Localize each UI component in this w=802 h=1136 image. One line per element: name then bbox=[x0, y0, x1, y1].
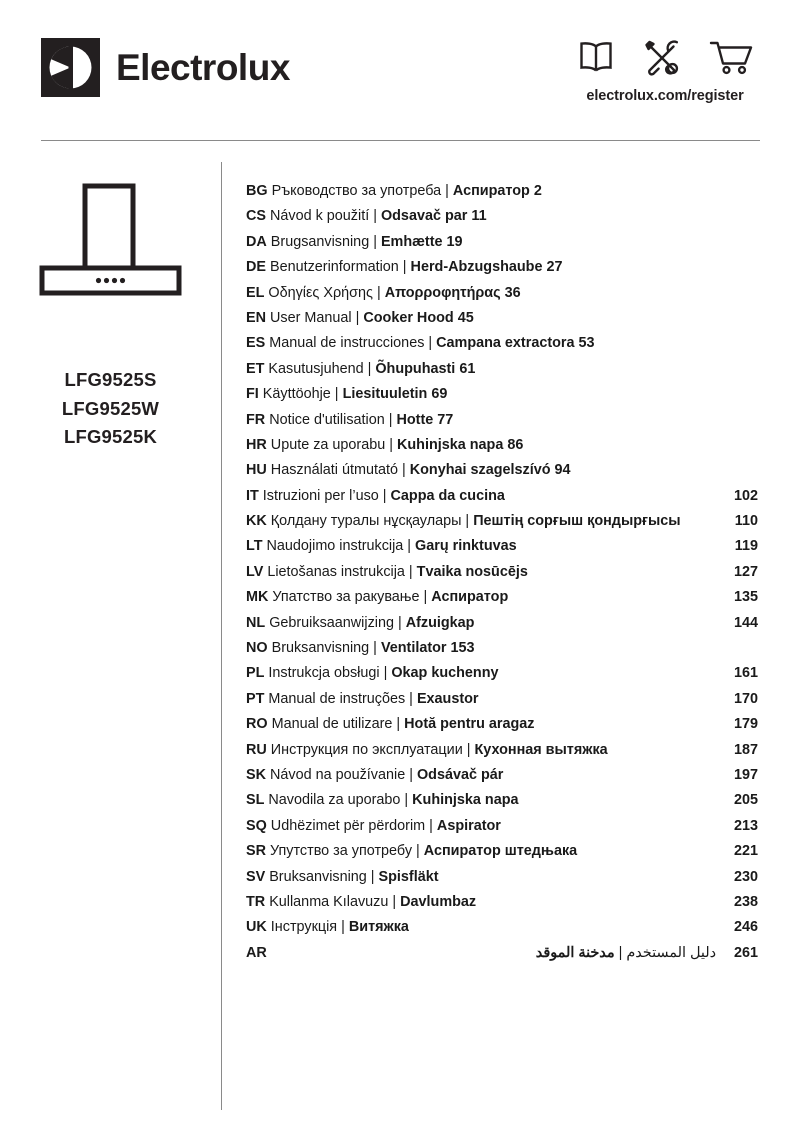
page-number: 94 bbox=[554, 462, 571, 479]
entry-separator: | bbox=[614, 944, 627, 961]
entry-separator: | bbox=[369, 208, 381, 225]
language-row[interactable] bbox=[246, 742, 758, 767]
entry-separator: | bbox=[403, 538, 416, 555]
language-entry-text bbox=[246, 564, 716, 580]
language-row[interactable] bbox=[246, 945, 758, 970]
page-number: 77 bbox=[437, 411, 454, 428]
language-entry-text bbox=[246, 513, 716, 529]
product-name: Аспиратор штедњака bbox=[423, 843, 578, 860]
language-description: Lietošanas instrukcija bbox=[267, 563, 405, 580]
language-description: Istruzioni per l’uso bbox=[262, 487, 379, 504]
page-number: 197 bbox=[733, 766, 758, 783]
page-number: 19 bbox=[446, 233, 463, 250]
language-code: RO bbox=[246, 716, 268, 733]
entry-separator: | bbox=[363, 360, 376, 377]
language-row[interactable] bbox=[246, 767, 758, 792]
language-code: TR bbox=[246, 893, 266, 910]
language-code: ET bbox=[246, 360, 265, 377]
language-entry-text bbox=[246, 869, 716, 885]
language-entry-text bbox=[246, 361, 758, 377]
product-name: Garų rinktuvas bbox=[415, 538, 517, 555]
entry-separator: | bbox=[419, 589, 432, 606]
language-entry-text bbox=[246, 919, 716, 935]
language-entry-text bbox=[246, 259, 758, 275]
entry-separator: | bbox=[441, 183, 453, 199]
entry-separator: | bbox=[462, 741, 475, 758]
language-description: Manual de utilizare bbox=[271, 716, 393, 733]
language-code: SK bbox=[246, 766, 266, 783]
language-row[interactable] bbox=[246, 259, 758, 284]
product-name: Tvaika nosūcējs bbox=[416, 563, 528, 580]
entry-separator: | bbox=[385, 436, 397, 453]
language-code: HU bbox=[246, 462, 267, 479]
language-description: Instrukcja obsługi bbox=[268, 665, 380, 682]
language-description: Brugsanvisning bbox=[270, 233, 370, 250]
entry-separator: | bbox=[369, 640, 381, 657]
product-name: Herd-Abzugshaube bbox=[410, 259, 543, 276]
entry-separator: | bbox=[393, 614, 406, 631]
page-number: 238 bbox=[733, 893, 758, 910]
product-column bbox=[0, 160, 221, 452]
language-code: CS bbox=[246, 208, 266, 225]
language-entry-text bbox=[246, 792, 716, 808]
column-divider bbox=[221, 162, 222, 1110]
electrolux-logo-icon bbox=[41, 38, 100, 97]
language-entry-text bbox=[246, 234, 758, 250]
language-entry-rtl bbox=[536, 945, 716, 961]
language-entry-text bbox=[246, 335, 758, 351]
register-icon-row bbox=[570, 40, 760, 82]
page-number: 36 bbox=[504, 284, 521, 301]
book-icon bbox=[576, 37, 616, 82]
page-number: 61 bbox=[459, 360, 476, 377]
product-name: Аспиратор bbox=[431, 589, 509, 606]
brand-logo bbox=[41, 38, 290, 97]
language-code: RU bbox=[246, 741, 267, 758]
language-code: IT bbox=[246, 487, 259, 504]
language-entry-text bbox=[246, 767, 716, 783]
entry-separator: | bbox=[404, 563, 417, 580]
language-row[interactable] bbox=[246, 462, 758, 487]
language-description: Udhëzimet për përdorim bbox=[270, 817, 426, 834]
shopping-cart-icon bbox=[708, 37, 754, 82]
entry-separator: | bbox=[412, 843, 424, 860]
tools-icon bbox=[642, 37, 682, 82]
page-number: 161 bbox=[733, 665, 758, 682]
language-description: Bruksanvisning bbox=[271, 640, 370, 657]
language-description: Návod na používanie bbox=[270, 766, 406, 783]
language-entry-text bbox=[246, 412, 758, 428]
page-number: 27 bbox=[546, 259, 563, 276]
language-row[interactable] bbox=[246, 386, 758, 411]
language-row[interactable] bbox=[246, 183, 758, 208]
product-name: Liesituuletin bbox=[342, 386, 428, 403]
product-name: Кухонная вытяжка bbox=[474, 741, 608, 758]
language-entry-text bbox=[246, 208, 758, 224]
language-entry-text bbox=[246, 538, 716, 554]
language-description: Navodila za uporabo bbox=[268, 792, 401, 809]
product-name: مدخنة الموقد bbox=[535, 944, 615, 961]
language-code: SQ bbox=[246, 817, 267, 834]
product-name: Exaustor bbox=[416, 690, 479, 707]
page-number: 213 bbox=[733, 817, 758, 834]
page-number: 86 bbox=[507, 436, 524, 453]
page-number: 11 bbox=[471, 208, 487, 225]
language-index-list bbox=[246, 183, 758, 970]
entry-separator: | bbox=[405, 766, 417, 783]
language-row[interactable] bbox=[246, 691, 758, 716]
language-description: Қолдану туралы нұсқаулары bbox=[270, 513, 462, 530]
entry-separator: | bbox=[337, 919, 349, 936]
page-number: 187 bbox=[733, 741, 758, 758]
product-name: Aspirator bbox=[436, 817, 501, 834]
page-number: 119 bbox=[734, 538, 758, 555]
entry-separator: | bbox=[461, 513, 474, 530]
language-row[interactable] bbox=[246, 513, 758, 538]
register-block[interactable] bbox=[570, 40, 760, 104]
language-code: HR bbox=[246, 436, 267, 453]
language-description: Manual de instrucciones bbox=[269, 335, 425, 352]
language-code: EL bbox=[246, 284, 265, 301]
entry-separator: | bbox=[425, 817, 437, 834]
product-name: Konyhai szagelszívó bbox=[409, 462, 551, 479]
page-number: 69 bbox=[431, 386, 448, 403]
language-code: MK bbox=[246, 589, 269, 606]
language-entry-text bbox=[246, 640, 758, 656]
language-description: Kullanma Kılavuzu bbox=[269, 893, 389, 910]
language-row[interactable] bbox=[246, 792, 758, 817]
product-name: Cooker Hood bbox=[363, 309, 454, 326]
register-url[interactable]: electrolux.com/register bbox=[586, 88, 744, 104]
language-code: KK bbox=[246, 513, 267, 530]
product-name: Hotte bbox=[396, 411, 434, 428]
page-number: 2 bbox=[533, 183, 542, 199]
language-description: Benutzerinformation bbox=[270, 259, 399, 276]
language-row[interactable] bbox=[246, 437, 758, 462]
language-description: Notice d'utilisation bbox=[269, 411, 385, 428]
page-number: 179 bbox=[733, 716, 758, 733]
page-number: 205 bbox=[733, 792, 758, 809]
language-entry-text bbox=[246, 691, 716, 707]
product-name: Kuhinjska napa bbox=[412, 792, 519, 809]
language-code: PL bbox=[246, 665, 265, 682]
page-number: 153 bbox=[450, 640, 475, 657]
language-row[interactable] bbox=[246, 538, 758, 563]
entry-separator: | bbox=[388, 893, 401, 910]
language-entry-text bbox=[246, 716, 716, 732]
language-entry-text bbox=[246, 843, 716, 859]
language-code: EN bbox=[246, 309, 266, 326]
language-code: UK bbox=[246, 919, 267, 936]
language-description: Kasutusjuhend bbox=[268, 360, 364, 377]
page-number: 110 bbox=[734, 513, 758, 530]
entry-separator: | bbox=[372, 284, 385, 301]
language-code: DE bbox=[246, 259, 266, 276]
entry-separator: | bbox=[397, 462, 410, 479]
product-name: Ventilator bbox=[380, 640, 447, 657]
language-entry-text bbox=[246, 894, 716, 910]
language-row[interactable] bbox=[246, 564, 758, 589]
language-code: SV bbox=[246, 868, 266, 885]
entry-separator: | bbox=[378, 487, 391, 504]
model-number: LFG9525K bbox=[63, 426, 158, 447]
language-description: Οδηγίες Χρήσης bbox=[268, 284, 373, 301]
language-description: Upute za uporabu bbox=[270, 436, 386, 453]
language-code: NL bbox=[246, 614, 266, 631]
entry-separator: | bbox=[330, 386, 343, 403]
page-number: 45 bbox=[457, 309, 474, 326]
language-code: LV bbox=[246, 563, 264, 580]
language-code: NO bbox=[246, 640, 268, 657]
language-row[interactable] bbox=[246, 234, 758, 259]
page-number: 261 bbox=[733, 944, 758, 961]
language-entry-text bbox=[246, 488, 716, 504]
cooker-hood-icon bbox=[38, 182, 183, 300]
language-row[interactable] bbox=[246, 488, 758, 513]
product-name: Õhupuhasti bbox=[375, 360, 456, 377]
language-code: BG bbox=[246, 183, 268, 199]
product-name: Kuhinjska napa bbox=[396, 436, 504, 453]
language-row[interactable] bbox=[246, 919, 758, 944]
page-number: 246 bbox=[733, 919, 758, 936]
entry-separator: | bbox=[400, 792, 413, 809]
language-code: SL bbox=[246, 792, 265, 809]
entry-separator: | bbox=[398, 259, 411, 276]
language-entry-text bbox=[246, 589, 716, 605]
page-number: 127 bbox=[733, 563, 758, 580]
language-row[interactable] bbox=[246, 361, 758, 386]
product-name: Cappa da cucina bbox=[390, 487, 505, 504]
language-entry-text bbox=[246, 386, 758, 402]
page-header bbox=[0, 0, 802, 140]
language-code: ES bbox=[246, 335, 266, 352]
product-name: Απορροφητήρας bbox=[384, 284, 501, 301]
language-row[interactable] bbox=[246, 285, 758, 310]
language-row[interactable] bbox=[246, 843, 758, 868]
page-number: 170 bbox=[733, 690, 758, 707]
language-entry-text bbox=[246, 285, 758, 301]
language-code: FI bbox=[246, 386, 259, 403]
language-description: Návod k použití bbox=[270, 208, 370, 225]
product-name: Аспиратор bbox=[452, 183, 530, 199]
page-number: 102 bbox=[733, 487, 758, 504]
model-number-list bbox=[0, 366, 221, 452]
model-number: LFG9525W bbox=[61, 397, 160, 419]
entry-separator: | bbox=[405, 690, 417, 707]
language-entry-text bbox=[246, 183, 758, 199]
entry-separator: | bbox=[369, 233, 381, 250]
language-row[interactable] bbox=[246, 716, 758, 741]
language-row[interactable] bbox=[246, 412, 758, 437]
language-code: AR bbox=[246, 944, 267, 961]
page-number: 221 bbox=[733, 843, 758, 860]
entry-separator: | bbox=[424, 335, 437, 352]
language-entry-text bbox=[246, 818, 716, 834]
language-entry-text bbox=[246, 615, 716, 631]
entry-separator: | bbox=[379, 665, 392, 682]
product-name: Davlumbaz bbox=[400, 893, 477, 910]
language-entry-text bbox=[246, 665, 716, 681]
language-row[interactable] bbox=[246, 310, 758, 335]
language-row[interactable] bbox=[246, 818, 758, 843]
language-row[interactable] bbox=[246, 640, 758, 665]
language-row[interactable] bbox=[246, 665, 758, 690]
language-row[interactable] bbox=[246, 869, 758, 894]
product-name: Spisfläkt bbox=[378, 868, 439, 885]
brand-name: Electrolux bbox=[116, 47, 290, 88]
product-name: Afzuigkap bbox=[405, 614, 475, 631]
language-entry-text bbox=[246, 945, 716, 961]
language-row[interactable] bbox=[246, 589, 758, 614]
page-number: 53 bbox=[578, 335, 595, 352]
language-description: Bruksanvisning bbox=[269, 868, 367, 885]
product-name: Odsávač pár bbox=[416, 766, 504, 783]
language-row[interactable] bbox=[246, 208, 758, 233]
page-number: 135 bbox=[733, 589, 758, 606]
language-description: Naudojimo instrukcija bbox=[266, 538, 404, 555]
language-description: Használati útmutató bbox=[270, 462, 398, 479]
entry-separator: | bbox=[392, 716, 405, 733]
entry-separator: | bbox=[351, 309, 364, 326]
language-description: Ръководство за употреба bbox=[271, 183, 442, 199]
language-description: Käyttöohje bbox=[262, 386, 331, 403]
page-number: 144 bbox=[733, 614, 758, 631]
product-name: Hotă pentru aragaz bbox=[404, 716, 535, 733]
language-entry-text bbox=[246, 462, 758, 478]
entry-separator: | bbox=[384, 411, 397, 428]
product-name: Emhætte bbox=[380, 233, 443, 250]
language-description: Інструкція bbox=[270, 919, 338, 936]
language-code: LT bbox=[246, 538, 263, 555]
language-row[interactable] bbox=[246, 615, 758, 640]
header-divider bbox=[41, 140, 760, 141]
product-name: Okap kuchenny bbox=[391, 665, 499, 682]
product-name: Пештің сорғыш қондырғысы bbox=[473, 513, 681, 530]
language-description: Gebruiksaanwijzing bbox=[269, 614, 394, 631]
language-description: دليل المستخدم bbox=[626, 944, 716, 961]
entry-separator: | bbox=[366, 868, 379, 885]
product-name: Витяжка bbox=[348, 919, 409, 936]
product-name: Odsavač par bbox=[380, 208, 468, 225]
language-description: User Manual bbox=[270, 309, 352, 326]
language-code: DA bbox=[246, 233, 267, 250]
language-description: Упатство за ракување bbox=[272, 589, 420, 606]
language-description: Упутство за употребу bbox=[270, 843, 413, 860]
language-code: FR bbox=[246, 411, 266, 428]
language-code: PT bbox=[246, 690, 265, 707]
language-row[interactable] bbox=[246, 335, 758, 360]
product-name: Campana extractora bbox=[436, 335, 575, 352]
language-row[interactable] bbox=[246, 894, 758, 919]
language-description: Manual de instruções bbox=[268, 690, 406, 707]
language-entry-text bbox=[246, 310, 758, 326]
page-number: 230 bbox=[733, 868, 758, 885]
language-entry-text bbox=[246, 437, 758, 453]
model-number: LFG9525S bbox=[64, 369, 157, 390]
language-entry-text bbox=[246, 742, 716, 758]
language-code: SR bbox=[246, 843, 266, 860]
language-description: Инструкция по эксплуатации bbox=[270, 741, 463, 758]
